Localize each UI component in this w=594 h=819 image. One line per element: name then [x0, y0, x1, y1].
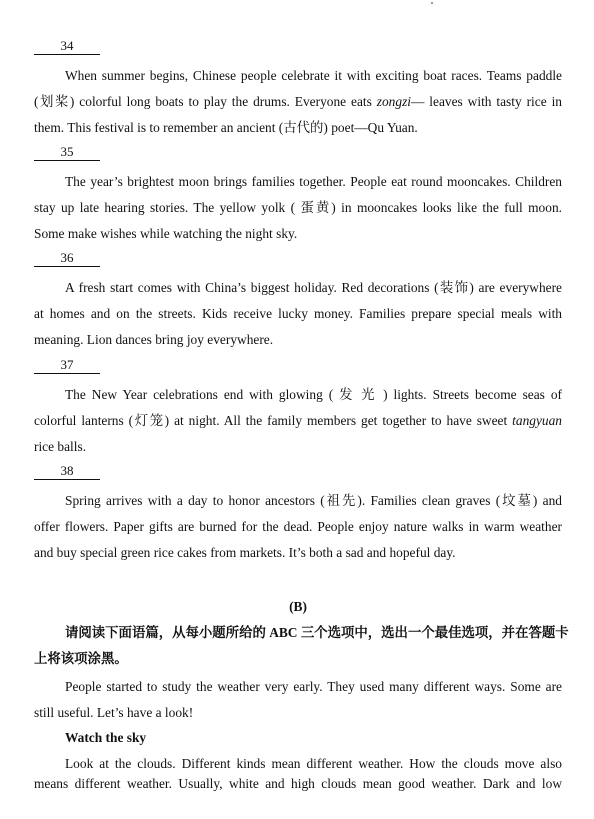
paragraph-34	[34, 63, 562, 141]
blank-34: 34	[34, 38, 100, 55]
blank-35: 35	[34, 144, 100, 161]
line: People started to study the weather very early. They used many different ways. Some are	[65, 679, 562, 694]
line: rice balls.	[34, 439, 87, 454]
body-paragraph	[34, 754, 562, 794]
line: meaning. Lion dances bring joy everywhere.	[34, 332, 274, 347]
line: The year’s brightest moon brings families together. People eat round mooncakes. Children	[65, 174, 562, 189]
line: Some make wishes while watching the night sky.	[34, 226, 298, 241]
paragraph-37	[34, 382, 562, 460]
paragraph-35	[34, 169, 562, 247]
intro-paragraph	[34, 674, 562, 726]
line: Spring arrives with a day to honor ancestors (祖先). Families clean graves (坟墓) and	[65, 493, 562, 508]
line: Watch the sky	[65, 730, 147, 745]
italic-word: zongzi	[376, 94, 411, 109]
line: them. This festival is to remember an ancient (古代的) poet—Qu Yuan.	[34, 120, 418, 135]
blank-37: 37	[34, 357, 100, 374]
line: The New Year celebrations end with glowing ( 发 光 ) lights. Streets become seas of	[65, 387, 562, 402]
line: A fresh start comes with China’s biggest holiday. Red decorations (装饰) are everywhere	[65, 280, 562, 295]
italic-word: tangyuan	[512, 413, 562, 428]
subheading	[34, 725, 562, 751]
line: (划桨) colorful long boats to play the drums. Everyone eats zongzi— leaves with tasty rice in	[34, 94, 562, 109]
line: means different weather. Usually, white and high clouds mean good weather. Dark and low	[34, 776, 562, 791]
line: 上将该项涂黑。	[34, 651, 128, 666]
line: colorful lanterns (灯笼) at night. All the family members get together to have sweet tangyuan	[34, 413, 562, 428]
section-heading: (B)	[289, 599, 307, 614]
line: When summer begins, Chinese people celebrate it with exciting boat races. Teams paddle	[65, 68, 562, 83]
line: offer flowers. Paper gifts are burned for the dead. People enjoy nature walks in warm weather	[34, 519, 562, 534]
line: and buy special green rice cakes from markets. It’s both a sad and hopeful day.	[34, 545, 456, 560]
line: stay up late hearing stories. The yellow yolk ( 蛋黄) in mooncakes looks like the full moon.	[34, 200, 562, 215]
line: still useful. Let’s have a look!	[34, 705, 194, 720]
instruction	[34, 620, 569, 672]
scan-dot	[431, 2, 433, 4]
blank-36: 36	[34, 250, 100, 267]
paragraph-36	[34, 275, 562, 353]
line: 请阅读下面语篇，从每小题所给的 ABC 三个选项中，选出一个最佳选项，并在答题卡	[65, 625, 569, 640]
line: at homes and on the streets. Kids receive lucky money. Families prepare special meals with	[34, 306, 562, 321]
line: Look at the clouds. Different kinds mean different weather. How the clouds move also	[65, 756, 562, 771]
paragraph-38	[34, 488, 562, 566]
blank-38: 38	[34, 463, 100, 480]
